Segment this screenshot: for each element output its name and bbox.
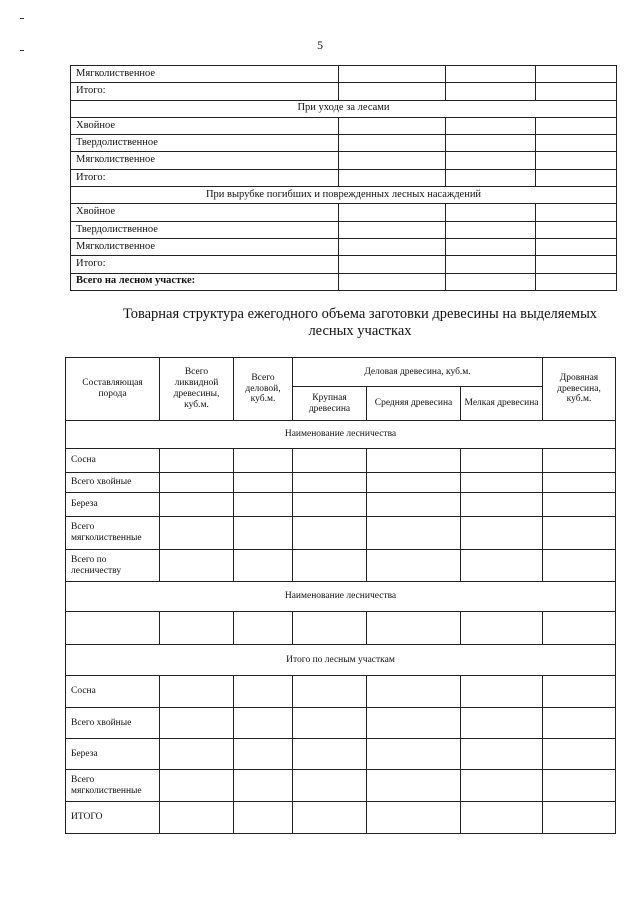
row-label: Итого:: [71, 256, 339, 273]
empty-cell: [367, 493, 461, 517]
empty-cell: [160, 708, 234, 739]
empty-cell: [536, 273, 617, 290]
empty-cell: [234, 676, 293, 708]
empty-cell: [339, 256, 446, 273]
table-row: [71, 204, 617, 221]
empty-cell: [536, 221, 617, 238]
empty-cell: [234, 550, 293, 582]
table-row: [71, 66, 617, 83]
row-label: [66, 612, 160, 645]
empty-cell: [461, 550, 543, 582]
scan-mark: [20, 18, 24, 19]
row-label: Итого:: [71, 83, 339, 100]
empty-cell: [367, 708, 461, 739]
harvest-volume-table: [70, 65, 617, 291]
table-row: [66, 770, 616, 802]
empty-cell: [367, 739, 461, 770]
empty-cell: [367, 550, 461, 582]
table-row: [66, 612, 616, 645]
table-row: [71, 273, 617, 290]
empty-cell: [461, 493, 543, 517]
section-row: [71, 100, 617, 117]
empty-cell: [461, 676, 543, 708]
row-label: Сосна: [66, 676, 160, 708]
empty-cell: [446, 169, 536, 186]
empty-cell: [446, 221, 536, 238]
row-label: Береза: [66, 739, 160, 770]
row-label: Твердолиственное: [71, 221, 339, 238]
section-label: При уходе за лесами: [71, 100, 617, 117]
row-label: Всего по лесничеству: [66, 550, 160, 582]
empty-cell: [461, 612, 543, 645]
empty-cell: [536, 66, 617, 83]
empty-cell: [234, 770, 293, 802]
table-row: [66, 473, 616, 493]
empty-cell: [160, 739, 234, 770]
empty-cell: [293, 676, 367, 708]
table-row: [66, 802, 616, 834]
empty-cell: [536, 204, 617, 221]
empty-cell: [160, 612, 234, 645]
row-label: Всего хвойные: [66, 708, 160, 739]
empty-cell: [367, 612, 461, 645]
empty-cell: [234, 517, 293, 550]
empty-cell: [543, 550, 616, 582]
empty-cell: [543, 770, 616, 802]
empty-cell: [446, 117, 536, 134]
empty-cell: [543, 802, 616, 834]
empty-cell: [446, 66, 536, 83]
table-row: [71, 83, 617, 100]
empty-cell: [339, 273, 446, 290]
empty-cell: [339, 135, 446, 152]
header-business-wood: Деловая древесина, куб.м.: [293, 358, 543, 387]
empty-cell: [543, 517, 616, 550]
empty-cell: [234, 493, 293, 517]
empty-cell: [446, 238, 536, 255]
empty-cell: [367, 802, 461, 834]
empty-cell: [461, 739, 543, 770]
empty-cell: [536, 117, 617, 134]
empty-cell: [339, 238, 446, 255]
empty-cell: [160, 473, 234, 493]
empty-cell: [543, 473, 616, 493]
empty-cell: [461, 802, 543, 834]
empty-cell: [543, 739, 616, 770]
table-row: [71, 238, 617, 255]
row-label: Хвойное: [71, 117, 339, 134]
row-label: Всего мягколиственные: [66, 770, 160, 802]
table-row: [71, 117, 617, 134]
empty-cell: [293, 708, 367, 739]
empty-cell: [160, 676, 234, 708]
empty-cell: [339, 152, 446, 169]
table-row: [66, 517, 616, 550]
empty-cell: [293, 517, 367, 550]
empty-cell: [160, 770, 234, 802]
empty-cell: [543, 708, 616, 739]
empty-cell: [536, 83, 617, 100]
empty-cell: [160, 802, 234, 834]
empty-cell: [367, 449, 461, 473]
header-species: Составляющая порода: [66, 358, 160, 421]
section-label: Наименование лесничества: [66, 582, 616, 612]
empty-cell: [543, 493, 616, 517]
row-label: Всего на лесном участке:: [71, 273, 339, 290]
header-firewood: Дровяная древесина, куб.м.: [543, 358, 616, 421]
empty-cell: [461, 708, 543, 739]
row-label: Всего хвойные: [66, 473, 160, 493]
table-row: [66, 676, 616, 708]
empty-cell: [293, 449, 367, 473]
row-label: Мягколиственное: [71, 238, 339, 255]
empty-cell: [234, 739, 293, 770]
table-row: [66, 708, 616, 739]
table-row: [66, 493, 616, 517]
empty-cell: [446, 204, 536, 221]
empty-cell: [461, 473, 543, 493]
header-medium-wood: Средняя древесина: [367, 387, 461, 421]
empty-cell: [160, 493, 234, 517]
empty-cell: [543, 676, 616, 708]
empty-cell: [339, 221, 446, 238]
section-label: Итого по лесным участкам: [66, 645, 616, 676]
empty-cell: [446, 273, 536, 290]
empty-cell: [536, 238, 617, 255]
empty-cell: [536, 169, 617, 186]
row-label: Итого:: [71, 169, 339, 186]
section-row: [71, 187, 617, 204]
empty-cell: [446, 83, 536, 100]
empty-cell: [339, 66, 446, 83]
empty-cell: [536, 152, 617, 169]
empty-cell: [367, 770, 461, 802]
row-label: Твердолиственное: [71, 135, 339, 152]
empty-cell: [446, 256, 536, 273]
empty-cell: [339, 204, 446, 221]
empty-cell: [293, 770, 367, 802]
empty-cell: [367, 676, 461, 708]
header-small-wood: Мелкая древесина: [461, 387, 543, 421]
table-row: [66, 449, 616, 473]
section-title: Товарная структура ежегодного объема заготовки древесины на выделяемых лесных участках: [122, 306, 598, 339]
empty-cell: [160, 550, 234, 582]
empty-cell: [339, 169, 446, 186]
row-label: Береза: [66, 493, 160, 517]
empty-cell: [367, 517, 461, 550]
empty-cell: [446, 135, 536, 152]
table-row: [66, 550, 616, 582]
section-row: [66, 645, 616, 676]
section-row: [66, 582, 616, 612]
empty-cell: [339, 83, 446, 100]
row-label: Хвойное: [71, 204, 339, 221]
empty-cell: [461, 449, 543, 473]
empty-cell: [293, 612, 367, 645]
table-row: [71, 169, 617, 186]
header-total-liquid: Всего ликвидной древесины, куб.м.: [160, 358, 234, 421]
section-label: Наименование лесничества: [66, 421, 616, 449]
table-row: [66, 739, 616, 770]
row-label: Всего мягколиственные: [66, 517, 160, 550]
empty-cell: [293, 493, 367, 517]
table-row: [71, 221, 617, 238]
table-row: [71, 256, 617, 273]
empty-cell: [461, 517, 543, 550]
page-number: 5: [317, 38, 323, 52]
row-label: ИТОГО: [66, 802, 160, 834]
empty-cell: [446, 152, 536, 169]
header-total-business: Всего деловой, куб.м.: [234, 358, 293, 421]
empty-cell: [461, 770, 543, 802]
empty-cell: [293, 473, 367, 493]
row-label: Сосна: [66, 449, 160, 473]
empty-cell: [234, 449, 293, 473]
empty-cell: [234, 708, 293, 739]
row-label: Мягколиственное: [71, 152, 339, 169]
section-row: [66, 421, 616, 449]
empty-cell: [367, 473, 461, 493]
row-label: Мягколиственное: [71, 66, 339, 83]
empty-cell: [234, 802, 293, 834]
table-row: [71, 135, 617, 152]
empty-cell: [234, 612, 293, 645]
empty-cell: [339, 117, 446, 134]
empty-cell: [293, 550, 367, 582]
empty-cell: [234, 473, 293, 493]
empty-cell: [536, 256, 617, 273]
empty-cell: [543, 612, 616, 645]
empty-cell: [536, 135, 617, 152]
header-large-wood: Крупная древесина: [293, 387, 367, 421]
commodity-structure-table: [65, 357, 616, 834]
table-row: [71, 152, 617, 169]
empty-cell: [293, 739, 367, 770]
empty-cell: [543, 449, 616, 473]
section-label: При вырубке погибших и поврежденных лесных насаждений: [71, 187, 617, 204]
empty-cell: [160, 517, 234, 550]
empty-cell: [293, 802, 367, 834]
empty-cell: [160, 449, 234, 473]
